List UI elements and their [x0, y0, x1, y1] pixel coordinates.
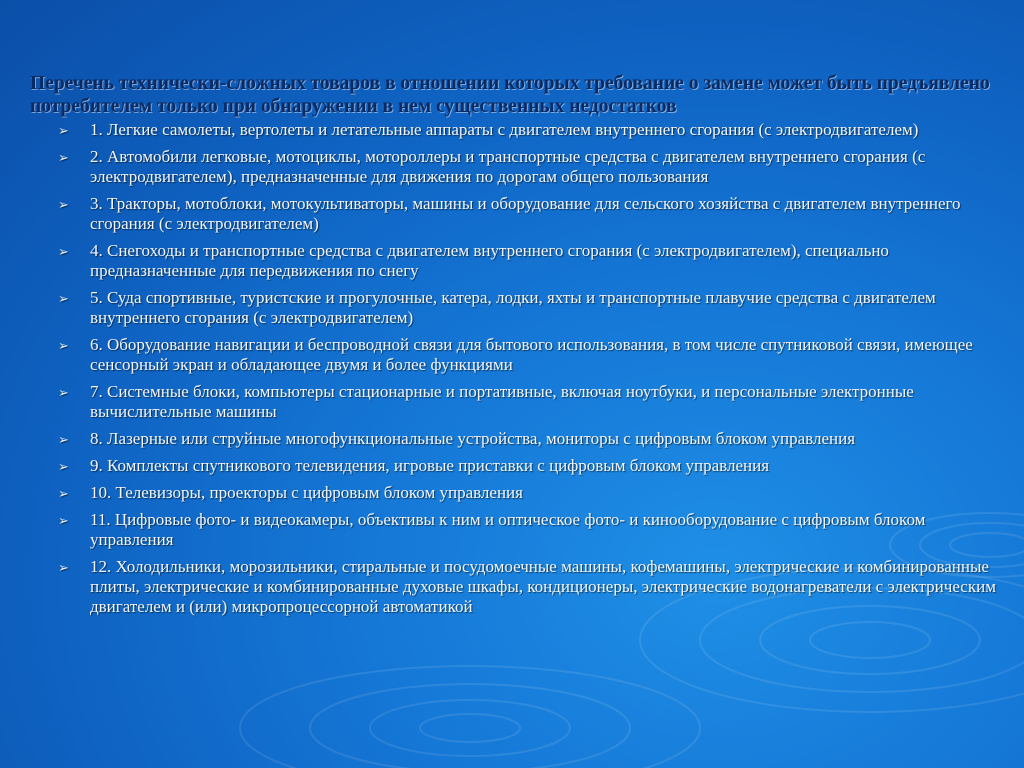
list-item: [58, 120, 1008, 140]
list-item-text: 8. Лазерные или струйные многофункциональные устройства, мониторы с цифровым блоком управления: [90, 429, 856, 448]
arrow-bullet-icon: ➢: [58, 291, 69, 306]
list-item-text: 2. Автомобили легковые, мотоциклы, мотороллеры и транспортные средства с двигателем внутреннего сгорания (с электродвигателем), предназначенные для движения по дорогам общего пользования: [90, 147, 926, 186]
arrow-bullet-icon: ➢: [58, 513, 69, 528]
arrow-bullet-icon: ➢: [58, 123, 69, 138]
list-item-text: 4. Снегоходы и транспортные средства с двигателем внутреннего сгорания (с электродвигателем), специально предназначенные для передвижения по снегу: [90, 241, 889, 280]
arrow-bullet-icon: ➢: [58, 486, 69, 501]
list-item-text: 10. Телевизоры, проекторы с цифровым блоком управления: [90, 483, 523, 502]
list-item: [58, 147, 1008, 187]
list-item-text: 9. Комплекты спутникового телевидения, игровые приставки с цифровым блоком управления: [90, 456, 770, 475]
list-item-text: 11. Цифровые фото- и видеокамеры, объективы к ним и оптическое фото- и кинооборудование с цифровым блоком управления: [90, 510, 926, 549]
arrow-bullet-icon: ➢: [58, 338, 69, 353]
arrow-bullet-icon: ➢: [58, 459, 69, 474]
arrow-bullet-icon: ➢: [58, 385, 69, 400]
list-item-text: 3. Тракторы, мотоблоки, мотокультиваторы, машины и оборудование для сельского хозяйства с двигателем внутреннего сгорания (с электродвигателем): [90, 194, 961, 233]
list-item-text: 1. Легкие самолеты, вертолеты и летательные аппараты с двигателем внутреннего сгорания (с электродвигателем): [90, 120, 919, 139]
goods-list: [58, 120, 1008, 624]
arrow-bullet-icon: ➢: [58, 150, 69, 165]
arrow-bullet-icon: ➢: [58, 244, 69, 259]
arrow-bullet-icon: ➢: [58, 197, 69, 212]
list-item: [58, 288, 1008, 328]
arrow-bullet-icon: ➢: [58, 432, 69, 447]
arrow-bullet-icon: ➢: [58, 560, 69, 575]
list-item-text: 5. Суда спортивные, туристские и прогулочные, катера, лодки, яхты и транспортные плавучие средства с двигателем внутреннего сгорания (с электродвигателем): [90, 288, 936, 327]
list-item: [58, 241, 1008, 281]
list-item: [58, 557, 1008, 617]
list-item: [58, 194, 1008, 234]
list-item-text: 12. Холодильники, морозильники, стиральные и посудомоечные машины, кофемашины, электрические и комбинированные плиты, электрические и комбинированные духовые шкафы, кондиционеры, электрические водонагреватели с электрическим двигателем и (или) микропроцессорной автоматикой: [90, 557, 996, 616]
list-item: [58, 510, 1008, 550]
list-item: [58, 429, 1008, 449]
list-item: [58, 335, 1008, 375]
list-item-text: 7. Системные блоки, компьютеры стационарные и портативные, включая ноутбуки, и персональные электронные вычислительные машины: [90, 382, 914, 421]
list-item: [58, 483, 1008, 503]
list-item: [58, 456, 1008, 476]
list-item-text: 6. Оборудование навигации и беспроводной связи для бытового использования, в том числе спутниковой связи, имеющее сенсорный экран и обладающее двумя и более функциями: [90, 335, 973, 374]
slide-title: Перечень технически-сложных товаров в отношении которых требование о замене может быть предъявлено потребителем только при обнаружении в нем существенных недостатков: [30, 73, 990, 117]
list-item: [58, 382, 1008, 422]
